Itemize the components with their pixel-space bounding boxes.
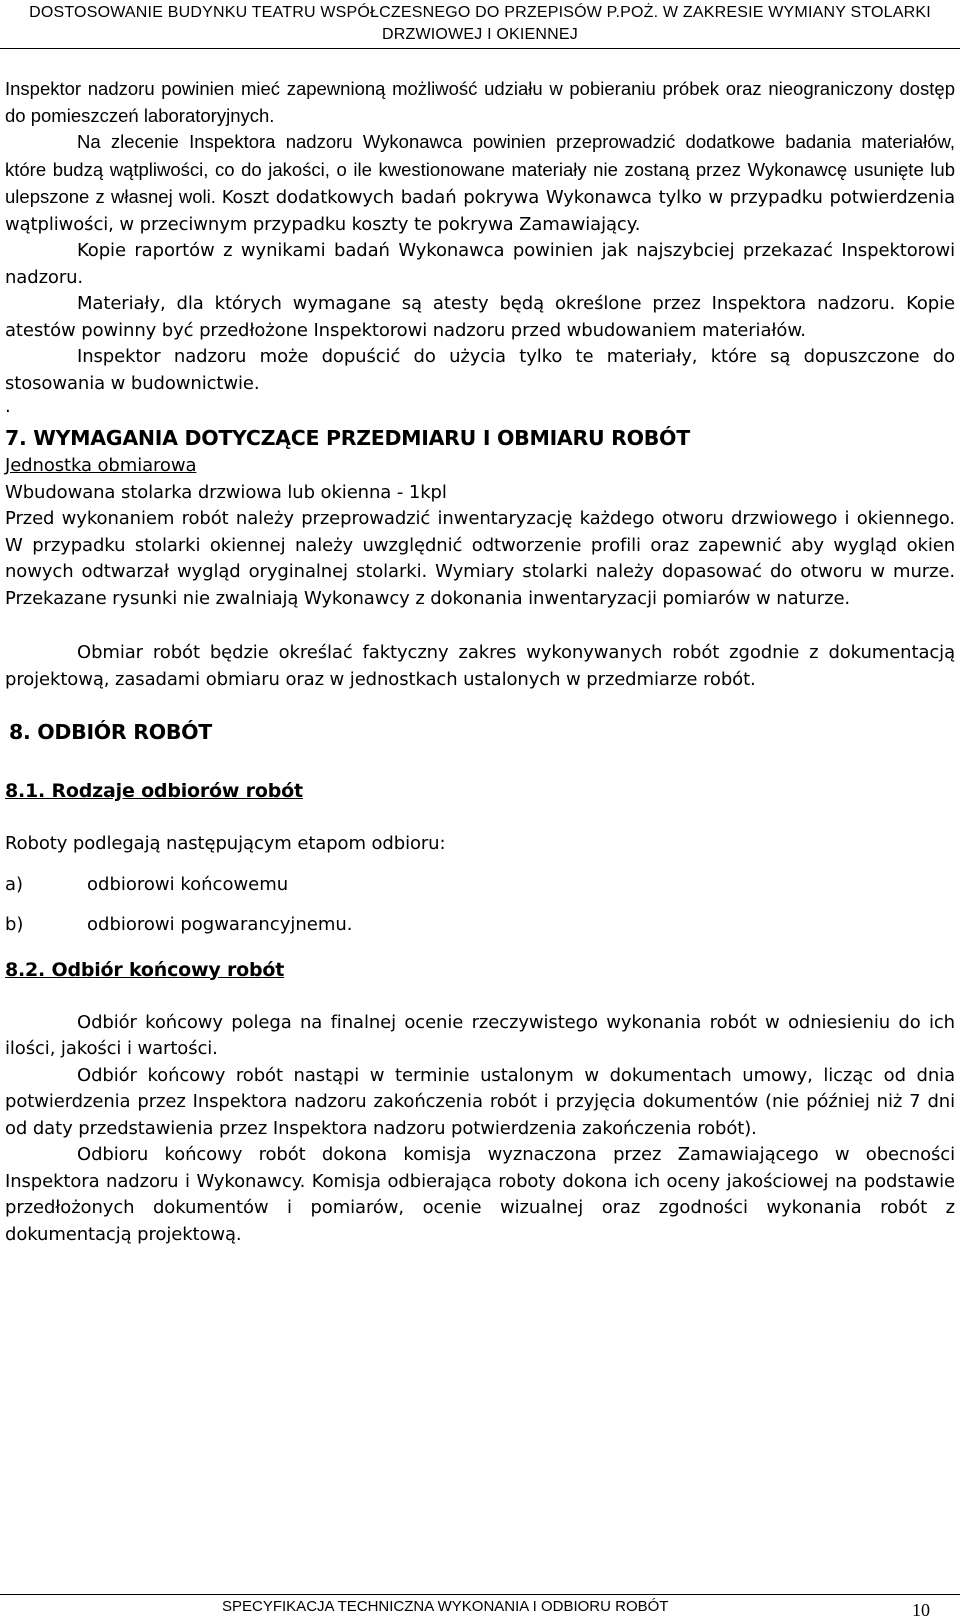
section-8-2-paragraph-3: Odbioru końcowy robót dokona komisja wyznaczona przez Zamawiającego w obecności Inspektora nadzoru i Wykonawcy. Komisja odbierająca roboty dokona ich oceny jakościowej na podstawie przedłożonych dokumentów i pomiarów, ocenie wizualnej oraz zgodności wykonania robót z dokumentacją projektową.	[5, 1144, 955, 1245]
section-8-1-heading: 8.1. Rodzaje odbiorów robót	[5, 780, 303, 802]
list-marker: a)	[5, 873, 24, 895]
document-body	[5, 76, 955, 1248]
section-8-2-paragraph-1: Odbiór końcowy polega na finalnej ocenie rzeczywistego wykonania robót w odniesieniu do ich ilości, jakości i wartości.	[5, 1011, 955, 1059]
section-7-measurement-paragraph: Obmiar robót będzie określać faktyczny zakres wykonywanych robót zgodnie z dokumentacją projektową, zasadami obmiaru oraz w jednostkach ustalonych w przedmiarze robót.	[5, 642, 955, 690]
section-8-1-intro: Roboty podlegają następującym etapom odbioru:	[5, 833, 446, 854]
section-8-heading: 8. ODBIÓR ROBÓT	[9, 720, 212, 744]
page-header	[0, 2, 960, 46]
footer-rule	[0, 1594, 960, 1595]
paragraph-additional-tests-b: Koszt dodatkowych badań pokrywa Wykonawca tylko w przypadku potwierdzenia wątpliwości, w przeciwnym przypadku koszty te pokrywa Zamawiający.	[5, 187, 955, 235]
list-text: odbiorowi pogwarancyjnemu.	[87, 913, 353, 935]
paragraph-additional-tests-a: Na zlecenie Inspektora nadzoru Wykonawca powinien przeprowadzić dodatkowe badania materiałów, które budzą wątpliwości, co do jakości, o ile kwestionowane materiały nie zostaną przez Wykonawcę usunięte lub ulepszone z własnej woli.	[5, 131, 955, 207]
section-7-subheading: Jednostka obmiarowa	[5, 455, 197, 476]
stray-dot: .	[5, 396, 11, 417]
page-footer-title: SPECYFIKACJA TECHNICZNA WYKONANIA I ODBIORU ROBÓT	[222, 1598, 669, 1615]
list-marker: b)	[5, 913, 24, 935]
list-text: odbiorowi końcowemu	[87, 873, 289, 895]
section-7-unit-line: Wbudowana stolarka drzwiowa lub okienna - 1kpl	[5, 481, 447, 503]
paragraph-certificates: Materiały, dla których wymagane są atesty będą określone przez Inspektora nadzoru. Kopie atestów powinny być przedłożone Inspektorowi nadzoru przed wbudowaniem materiałów.	[5, 293, 955, 341]
page-number: 10	[912, 1600, 930, 1620]
paragraph-sampling-access: Inspektor nadzoru powinien mieć zapewnioną możliwość udziału w pobieraniu próbek oraz nieograniczony dostęp do pomieszczeń laboratoryjnych.	[5, 78, 955, 126]
section-7-inventory-paragraph: Przed wykonaniem robót należy przeprowadzić inwentaryzację każdego otworu drzwiowego i okiennego. W przypadku stolarki okiennej należy uwzględnić odtworzenie profili oraz zapewnić aby wygląd okien nowych odtwarzał wygląd oryginalnej stolarki. Wymiary stolarki należy dopasować do otworu w murze. Przekazane rysunki nie zwalniają Wykonawcy z dokonania inwentaryzacji pomiarów w naturze.	[5, 508, 955, 609]
section-7-heading: 7. WYMAGANIA DOTYCZĄCE PRZEDMIARU I OBMIARU ROBÓT	[5, 426, 690, 450]
list-item	[5, 912, 955, 938]
list-item	[5, 872, 955, 898]
section-8-2-paragraph-2: Odbiór końcowy robót nastąpi w terminie ustalonym w dokumentach umowy, licząc od dnia potwierdzenia przez Inspektora nadzoru zakończenia robót i przyjęcia dokumentów (nie później niż 7 dni od daty przedstawienia przez Inspektora nadzoru potwierdzenia zakończenia robót).	[5, 1064, 955, 1139]
header-rule	[0, 48, 960, 49]
paragraph-allowed-materials: Inspektor nadzoru może dopuścić do użycia tylko te materiały, które są dopuszczone do stosowania w budownictwie.	[5, 346, 955, 394]
header-line-1: DOSTOSOWANIE BUDYNKU TEATRU WSPÓŁCZESNEGO DO PRZEPISÓW P.POŻ. W ZAKRESIE WYMIANY STOLARKI	[29, 4, 931, 21]
paragraph-test-reports: Kopie raportów z wynikami badań Wykonawca powinien jak najszybciej przekazać Inspektorowi nadzoru.	[5, 240, 955, 288]
header-line-2: DRZWIOWEJ I OKIENNEJ	[382, 26, 578, 43]
section-8-2-heading: 8.2. Odbiór końcowy robót	[5, 958, 285, 981]
paragraph-additional-tests	[5, 129, 955, 238]
